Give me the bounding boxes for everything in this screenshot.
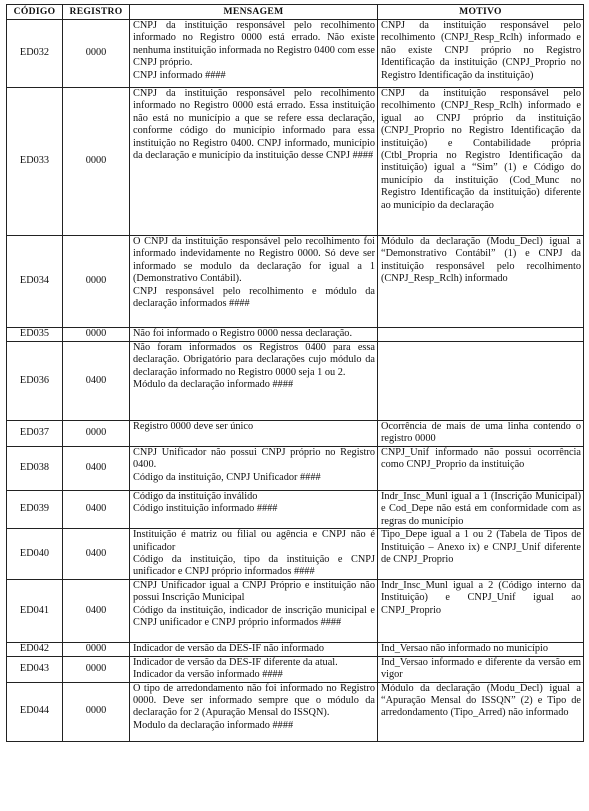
- cell-mensagem: [130, 342, 378, 421]
- header-motivo: MOTIVO: [378, 5, 584, 20]
- header-codigo: CÓDIGO: [7, 5, 63, 20]
- table-row: [7, 682, 584, 741]
- mensagem-paragraph: Instituição é matriz ou filial ou agência e CNPJ não é unificador: [133, 529, 375, 553]
- mensagem-paragraph: Registro 0000 deve ser único: [133, 421, 254, 432]
- table-row: [7, 88, 584, 236]
- mensagem-paragraph: Código da instituição, CNPJ Unificador ####: [133, 471, 321, 483]
- mensagem-paragraph: Não foram informados os Registros 0400 para essa declaração. Obrigatório para declarações cujo módulo da declaração informado no Registro 0000 seja 1 ou 2.: [133, 342, 375, 378]
- cell-mensagem: [130, 20, 378, 88]
- cell-motivo: [378, 88, 584, 236]
- motivo-paragraph: Tipo_Depe igual a 1 ou 2 (Tabela de Tipos de Instituição – Anexo ix) e CNPJ_Unif diferente de CNPJ_Proprio: [381, 529, 581, 566]
- mensagem-paragraph: CNPJ da instituição responsável pelo recolhimento informado no Registro 0000 está errado. Não existe nenhuma instituição informada no Registro 0400 com esse CNPJ próprio.: [133, 20, 375, 69]
- cell-mensagem: [130, 88, 378, 236]
- cell-codigo: ED038: [7, 447, 63, 491]
- mensagem-paragraph: Não foi informado o Registro 0000 nessa declaração.: [133, 328, 353, 339]
- motivo-paragraph: CNPJ da instituição responsável pelo recolhimento (CNPJ_Resp_Rclh) informado e igual ao CNPJ próprio da instituição (CNPJ_Proprio no Registro Identificação da instituição) e Contabilidade própria (Ctbl_Propria no Registro Identificação da instituição) igual a “Sim” (1) e Código do município da instituição (Cod_Munc no Registro Identificação da instituição) diferente ao município da declaração: [381, 88, 581, 211]
- cell-mensagem: [130, 328, 378, 342]
- cell-codigo: ED036: [7, 342, 63, 421]
- cell-motivo: [378, 421, 584, 447]
- cell-motivo: [378, 656, 584, 682]
- cell-motivo: [378, 447, 584, 491]
- table-row: [7, 656, 584, 682]
- cell-motivo: [378, 682, 584, 741]
- table-row: [7, 447, 584, 491]
- table-row: [7, 421, 584, 447]
- cell-registro: 0400: [63, 491, 130, 529]
- motivo-paragraph: Módulo da declaração (Modu_Decl) igual a “Apuração Mensal do ISSQN” (2) e Tipo de arredondamento (Tipo_Arred) não informado: [381, 682, 581, 719]
- cell-motivo: [378, 529, 584, 580]
- cell-mensagem: [130, 491, 378, 529]
- mensagem-paragraph: CNPJ Unificador igual a CNPJ Próprio e instituição não possui Inscrição Municipal: [133, 579, 375, 604]
- mensagem-paragraph: Modulo da declaração informado ####: [133, 719, 294, 731]
- cell-codigo: ED040: [7, 529, 63, 580]
- table-row: [7, 529, 584, 580]
- cell-codigo: ED035: [7, 328, 63, 342]
- cell-registro: 0400: [63, 529, 130, 580]
- mensagem-paragraph: Código da instituição, tipo da instituição e CNPJ unificador e CNPJ próprio informados ####: [133, 554, 375, 578]
- cell-mensagem: [130, 529, 378, 580]
- cell-registro: 0400: [63, 342, 130, 421]
- mensagem-paragraph: Código da instituição, indicador de inscrição municipal e CNPJ unificador e CNPJ próprio informados ####: [133, 604, 375, 629]
- error-codes-table: [6, 4, 584, 742]
- table-body: [7, 20, 584, 742]
- cell-codigo: ED034: [7, 236, 63, 328]
- cell-registro: 0000: [63, 656, 130, 682]
- cell-motivo: [378, 20, 584, 88]
- cell-codigo: ED037: [7, 421, 63, 447]
- mensagem-paragraph: O CNPJ da instituição responsável pelo recolhimento foi informado indevidamente no Registro 0000. Só deve ser informado se modulo da declaração for igual a 1 (Demonstrativo Contábil).: [133, 236, 375, 285]
- motivo-paragraph: Ind_Versao informado e diferente da versão em vigor: [381, 656, 581, 681]
- motivo-paragraph: CNPJ_Unif informado não possui ocorrência como CNPJ_Proprio da instituição: [381, 447, 581, 471]
- mensagem-paragraph: CNPJ Unificador não possui CNPJ próprio no Registro 0400.: [133, 447, 375, 471]
- header-mensagem: MENSAGEM: [130, 5, 378, 20]
- cell-motivo: [378, 642, 584, 656]
- cell-codigo: ED044: [7, 682, 63, 741]
- mensagem-paragraph: Código instituição informado ####: [133, 503, 278, 515]
- mensagem-paragraph: CNPJ informado ####: [133, 69, 226, 81]
- cell-codigo: ED033: [7, 88, 63, 236]
- mensagem-paragraph: Módulo da declaração informado ####: [133, 379, 294, 391]
- table-row: [7, 328, 584, 342]
- cell-mensagem: [130, 682, 378, 741]
- cell-mensagem: [130, 656, 378, 682]
- table-row: [7, 491, 584, 529]
- table-header-row: [7, 5, 584, 20]
- cell-motivo: [378, 491, 584, 529]
- cell-motivo: [378, 328, 584, 342]
- cell-registro: 0400: [63, 579, 130, 642]
- cell-registro: 0000: [63, 20, 130, 88]
- table-row: [7, 20, 584, 88]
- mensagem-paragraph: Indicador de versão da DES-IF diferente da atual.: [133, 656, 338, 668]
- table-row: [7, 236, 584, 328]
- mensagem-paragraph: CNPJ responsável pelo recolhimento e módulo da declaração informados ####: [133, 285, 375, 310]
- cell-motivo: [378, 236, 584, 328]
- cell-mensagem: [130, 421, 378, 447]
- cell-mensagem: [130, 447, 378, 491]
- table-row: [7, 342, 584, 421]
- cell-registro: 0000: [63, 236, 130, 328]
- cell-registro: 0000: [63, 88, 130, 236]
- cell-mensagem: [130, 236, 378, 328]
- header-registro: REGISTRO: [63, 5, 130, 20]
- cell-motivo: [378, 342, 584, 421]
- cell-registro: 0000: [63, 421, 130, 447]
- mensagem-paragraph: Indicador de versão da DES-IF não informado: [133, 642, 325, 654]
- table-row: [7, 579, 584, 642]
- mensagem-paragraph: O tipo de arredondamento não foi informado no Registro 0000. Deve ser informado sempre que o módulo da declaração for 2 (Apuração Mensal do ISSQN).: [133, 682, 375, 719]
- motivo-paragraph: Indr_Insc_Munl igual a 2 (Código interno da Instituição) e CNPJ_Unif igual ao CNPJ_Proprio: [381, 579, 581, 616]
- motivo-paragraph: Indr_Insc_Munl igual a 1 (Inscrição Municipal) e Cod_Depe não está em conformidade com as regras do município: [381, 491, 581, 527]
- cell-codigo: ED041: [7, 579, 63, 642]
- motivo-paragraph: CNPJ da instituição responsável pelo recolhimento (CNPJ_Resp_Rclh) informado e não existe CNPJ próprio no Registro Identificação da instituição (CNPJ_Proprio no Registro Identificação da instituição): [381, 20, 581, 81]
- table-row: [7, 642, 584, 656]
- cell-codigo: ED039: [7, 491, 63, 529]
- motivo-paragraph: Ind_Versao não informado no município: [381, 642, 549, 654]
- motivo-paragraph: Ocorrência de mais de uma linha contendo o registro 0000: [381, 421, 581, 445]
- cell-registro: 0400: [63, 447, 130, 491]
- cell-motivo: [378, 579, 584, 642]
- motivo-paragraph: Módulo da declaração (Modu_Decl) igual a “Demonstrativo Contábil” (1) e CNPJ da instituição responsável pelo recolhimento (CNPJ_Resp_Rclh) informado: [381, 236, 581, 285]
- cell-codigo: ED032: [7, 20, 63, 88]
- cell-codigo: ED042: [7, 642, 63, 656]
- cell-registro: 0000: [63, 328, 130, 342]
- mensagem-paragraph: Código da instituição inválido: [133, 491, 258, 502]
- cell-codigo: ED043: [7, 656, 63, 682]
- cell-registro: 0000: [63, 682, 130, 741]
- cell-mensagem: [130, 579, 378, 642]
- cell-registro: 0000: [63, 642, 130, 656]
- cell-mensagem: [130, 642, 378, 656]
- mensagem-paragraph: Indicador da versão informado ####: [133, 669, 283, 681]
- mensagem-paragraph: CNPJ da instituição responsável pelo recolhimento informado no Registro 0000 está errado. Essa instituição não está no município a que se refere essa declaração, conforme código do município informado para essa instituição no Registro 0400. CNPJ informado, município da declaração e município da instituição desse CNPJ ####: [133, 88, 375, 162]
